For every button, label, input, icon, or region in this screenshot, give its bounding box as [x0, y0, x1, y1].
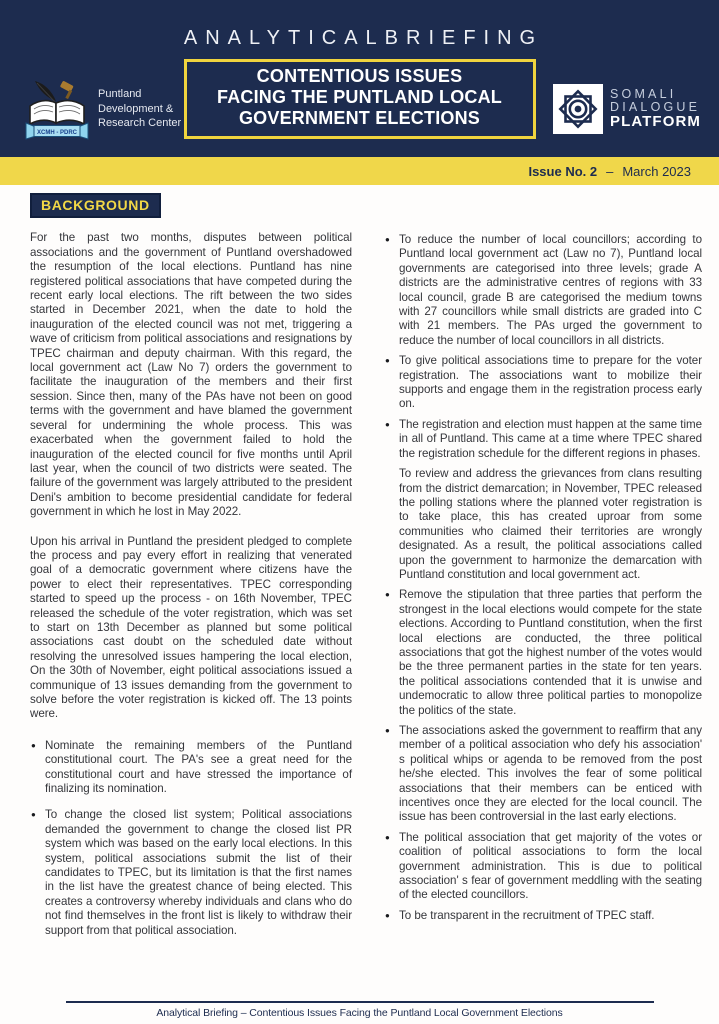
list-item: ● The political association that get majority of the votes or coalition of political associations to form the local government administration. This is due to political association' s fear of government meddling with the seating of the elected councillors.: [385, 830, 702, 902]
list-item: ● To change the closed list system; Political associations demanded the government to change the closed list PR system which was based on the early local elections. In this system, political associations submit the list of their candidates to TPEC, but its limitation is that the first names in the list have the greatest chance of being elected. This creates a controversy whereby individuals and clans who do not find themselves in the front list is likely to withdraw their support from that political association.: [31, 808, 352, 937]
bullet-icon: ●: [385, 910, 390, 920]
footer-text: Analytical Briefing – Contentious Issues Facing the Puntland Local Government Elections: [156, 1007, 563, 1019]
bullet-icon: ●: [385, 832, 390, 842]
list-item: ● Nominate the remaining members of the Puntland constitutional court. The PA's see a great need for the constitutional court and have stressed the importance of finalizing its nomination.: [31, 738, 352, 796]
right-column: [384, 193, 702, 950]
left-column: [30, 193, 352, 950]
list-item: ● The registration and election must happen at the same time in all of Puntland. This came at a time where TPEC shared the registration schedule for the different regions in phases.: [385, 417, 702, 460]
list-item: ● To give political associations time to prepare for the voter registration. The associations want to mobilize their supports and engage them in the registration process early on.: [385, 354, 702, 411]
sdp-wordmark: SOMALI DIALOGUE PLATFORM: [609, 87, 701, 131]
geometric-star-icon: [553, 84, 603, 134]
bullet-icon: ●: [31, 810, 36, 820]
bullet-icon: ●: [31, 740, 36, 750]
list-item: ● To be transparent in the recruitment of TPEC staff.: [385, 908, 655, 922]
header: [0, 0, 719, 157]
paragraph: For the past two months, disputes between political associations and the government of Puntland overshadowed the resumption of the local elections. Puntland has nine registered political associations that have competed during the recent early local elections. The rift between the two sides started in December 2021, when the date to hold the inauguration of the elected council was not met, triggering a wave of criticism from political associations and resignations by TPEC chairman and deputy chairman. With this regard, the local government act (Law No 7) orders the government to facilitate the inauguration of the members and their first session. Since then, many of the PAs have not been on good terms with the government and have blamed the government several for undermining the whole process. This was exacerbated when the government failed to hold the inauguration of the elected council for five months until April last year, when the council of two districts were seated. The failure of the government was largely attributed to the president Deni's ambition to become presidential candidate for federal government in which he lost in May 2022.: [30, 231, 352, 519]
issue-date: March 2023: [622, 163, 691, 179]
pdrc-logo: [25, 78, 181, 140]
bullet-icon: ●: [385, 235, 390, 244]
gavel-shape: [60, 81, 74, 100]
left-bullet-list: [30, 739, 352, 938]
title-box: [184, 59, 536, 139]
continuation-paragraph: To review and address the grievances from clans resulting from the district demarcation; in November, TPEC released the polling stations where the planned voter registration is to take place, this has created uproar from some communities who claimed their territories are wrongly designated. As a result, the political associations called upon the government to harmonize the demarcation with Puntland constitution and local government act.: [399, 467, 702, 581]
page-footer: [0, 1001, 719, 1019]
title-line-1: CONTENTIOUS ISSUES: [256, 66, 463, 86]
list-item: ● To reduce the number of local councillors; according to Puntland local government act (Law no 7), Puntland local governments are categorised into three levels; grade A districts are the administrative centres of regions with 33 local council, grade B are categorised the medium towns with 27 councillors while small districts are graded into C with 21 members. The PAs urged the government to reduce the number of local councillors in all districts.: [385, 233, 702, 347]
bullet-icon: ●: [385, 590, 390, 600]
title-line-2: FACING THE PUNTLAND LOCAL: [217, 87, 502, 108]
issue-separator: –: [606, 163, 614, 179]
bullet-icon: ●: [385, 726, 390, 735]
bullet-icon: ●: [385, 419, 390, 429]
list-item: ● The associations asked the government to reaffirm that any member of a political association who defy his association' s political whips or agenda to be removed from the post he/she elected. This involves the fear of some political associations that their members can be enticed with incentives once they are elected for the local council. The issue has been controversial in the last early elections.: [385, 724, 702, 824]
masthead-title: ANALYTICALBRIEFING: [183, 27, 544, 49]
pdrc-org-name: Puntland Development & Research Center: [98, 88, 182, 130]
title-line-3: GOVERNMENT ELECTIONS: [238, 108, 480, 129]
bullet-icon: ●: [385, 356, 390, 366]
document-body: [0, 185, 719, 950]
section-heading-background: BACKGROUND: [30, 193, 161, 218]
book-quill-icon: [25, 78, 89, 140]
issue-number: Issue No. 2: [528, 163, 598, 179]
pdrc-ribbon-text: XCMH - PDRC: [37, 129, 77, 136]
paragraph: Upon his arrival in Puntland the president pledged to complete the process and pay every effort in realizing that venerated goal of a democratic government where citizens have the power to elect their representatives. TPEC corresponding started to speed up the process - on 16th November, TPEC released the schedule of the voter registration, which was set to start on 13th December as planned but some political associations cast doubt on the scheduled date without resolving the unresolved issues hampering the local election, On the 30th of November, eight political associations issued a communique of 13 issues demanding from the government to solve before the voter registration is kicked off. The 13 points were.: [30, 534, 352, 721]
footer-divider: [66, 1001, 654, 1003]
sdp-logo: [553, 84, 701, 134]
issue-bar: [0, 157, 719, 185]
list-item: ● Remove the stipulation that three parties that perform the strongest in the local elections would compete for the state elections. According to Puntland constitution, when the first local elections are conducted, the three political associations that got the highest number of the votes would be the three permanent parties in the state for ten years. the political associations contended that it is unwise and undemocratic to allow three political parties to monopolize the politics of the state.: [385, 588, 702, 717]
